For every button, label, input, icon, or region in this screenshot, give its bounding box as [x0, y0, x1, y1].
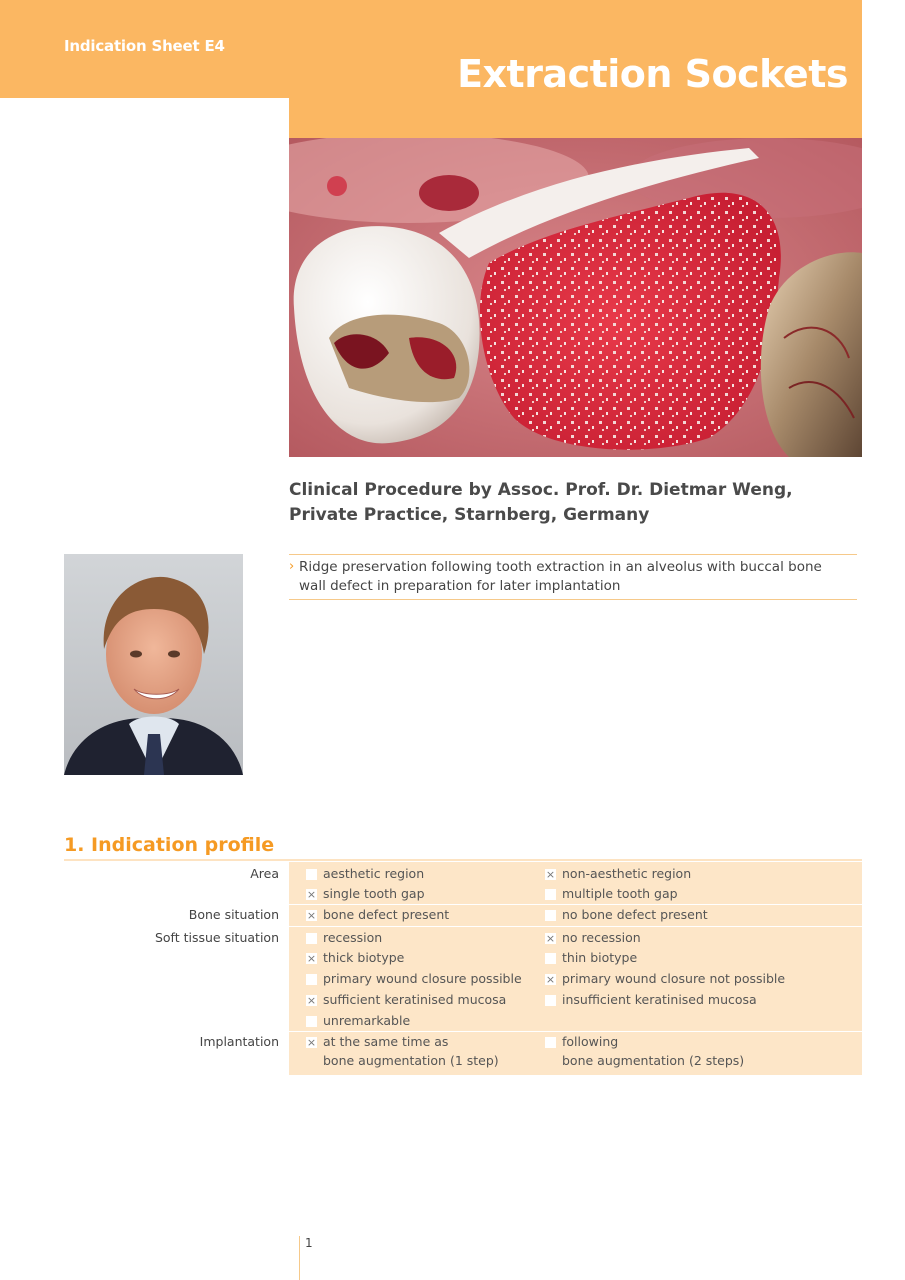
bullet-arrow-icon: ›	[289, 559, 295, 574]
checkbox: ×	[306, 909, 317, 922]
checkbox	[545, 910, 556, 921]
option-label: thin biotype	[562, 950, 638, 965]
checkbox	[306, 974, 317, 985]
option-label: thick biotype	[323, 950, 405, 965]
checkbox: ×	[545, 932, 556, 945]
option-label: multiple tooth gap	[562, 886, 678, 901]
row-label-implantation: Implantation	[199, 1034, 279, 1049]
page-number: 1	[305, 1236, 313, 1250]
option-label: non-aesthetic region	[562, 866, 692, 881]
procedure-line-1: Clinical Procedure by Assoc. Prof. Dr. Dietmar Weng,	[289, 480, 793, 500]
summary-text: Ridge preservation following tooth extraction in an alveolus with buccal bone wall defect in preparation for later implantation	[299, 559, 822, 594]
row-label-area: Area	[250, 866, 279, 881]
checkbox: ×	[306, 1036, 317, 1049]
checkbox	[306, 869, 317, 880]
checkbox: ×	[306, 888, 317, 901]
checkbox	[306, 1016, 317, 1027]
option-label: recession	[323, 930, 383, 945]
row-divider	[289, 926, 862, 927]
checkbox	[545, 1037, 556, 1048]
option-label: bone defect present	[323, 907, 450, 922]
checkbox: ×	[545, 973, 556, 986]
procedure-credit	[289, 478, 793, 528]
checkbox	[545, 995, 556, 1006]
checkbox: ×	[545, 868, 556, 881]
indication-summary	[289, 554, 857, 600]
header-band-extension	[289, 98, 862, 138]
clinical-photo	[289, 138, 862, 457]
section-title: 1. Indication profile	[64, 834, 275, 856]
author-portrait	[64, 554, 243, 775]
row-label-soft-tissue: Soft tissue situation	[154, 930, 279, 945]
checkbox	[306, 933, 317, 944]
option-label: at the same time as	[323, 1034, 449, 1049]
sheet-label: Indication Sheet E4	[64, 37, 225, 55]
checkbox: ×	[306, 994, 317, 1007]
option-label: sufficient keratinised mucosa	[323, 992, 507, 1007]
option-label: no bone defect present	[562, 907, 708, 922]
option-label-line-2: bone augmentation (2 steps)	[562, 1053, 745, 1068]
row-label-bone-situation: Bone situation	[188, 907, 279, 922]
option-label: single tooth gap	[323, 886, 425, 901]
checkbox: ×	[306, 952, 317, 965]
procedure-line-2: Private Practice, Starnberg, Germany	[289, 505, 650, 525]
option-label: primary wound closure possible	[323, 971, 522, 986]
option-label: unremarkable	[323, 1013, 411, 1028]
section-rule	[64, 859, 862, 861]
option-label: insufficient keratinised mucosa	[562, 992, 757, 1007]
option-label-line-2: bone augmentation (1 step)	[323, 1053, 499, 1068]
footer-rule	[299, 1236, 300, 1280]
option-label: following	[562, 1034, 619, 1049]
option-label: primary wound closure not possible	[562, 971, 786, 986]
option-label: no recession	[562, 930, 641, 945]
page-title: Extraction Sockets	[457, 52, 848, 96]
option-label: aesthetic region	[323, 866, 425, 881]
checkbox	[545, 953, 556, 964]
checkbox	[545, 889, 556, 900]
